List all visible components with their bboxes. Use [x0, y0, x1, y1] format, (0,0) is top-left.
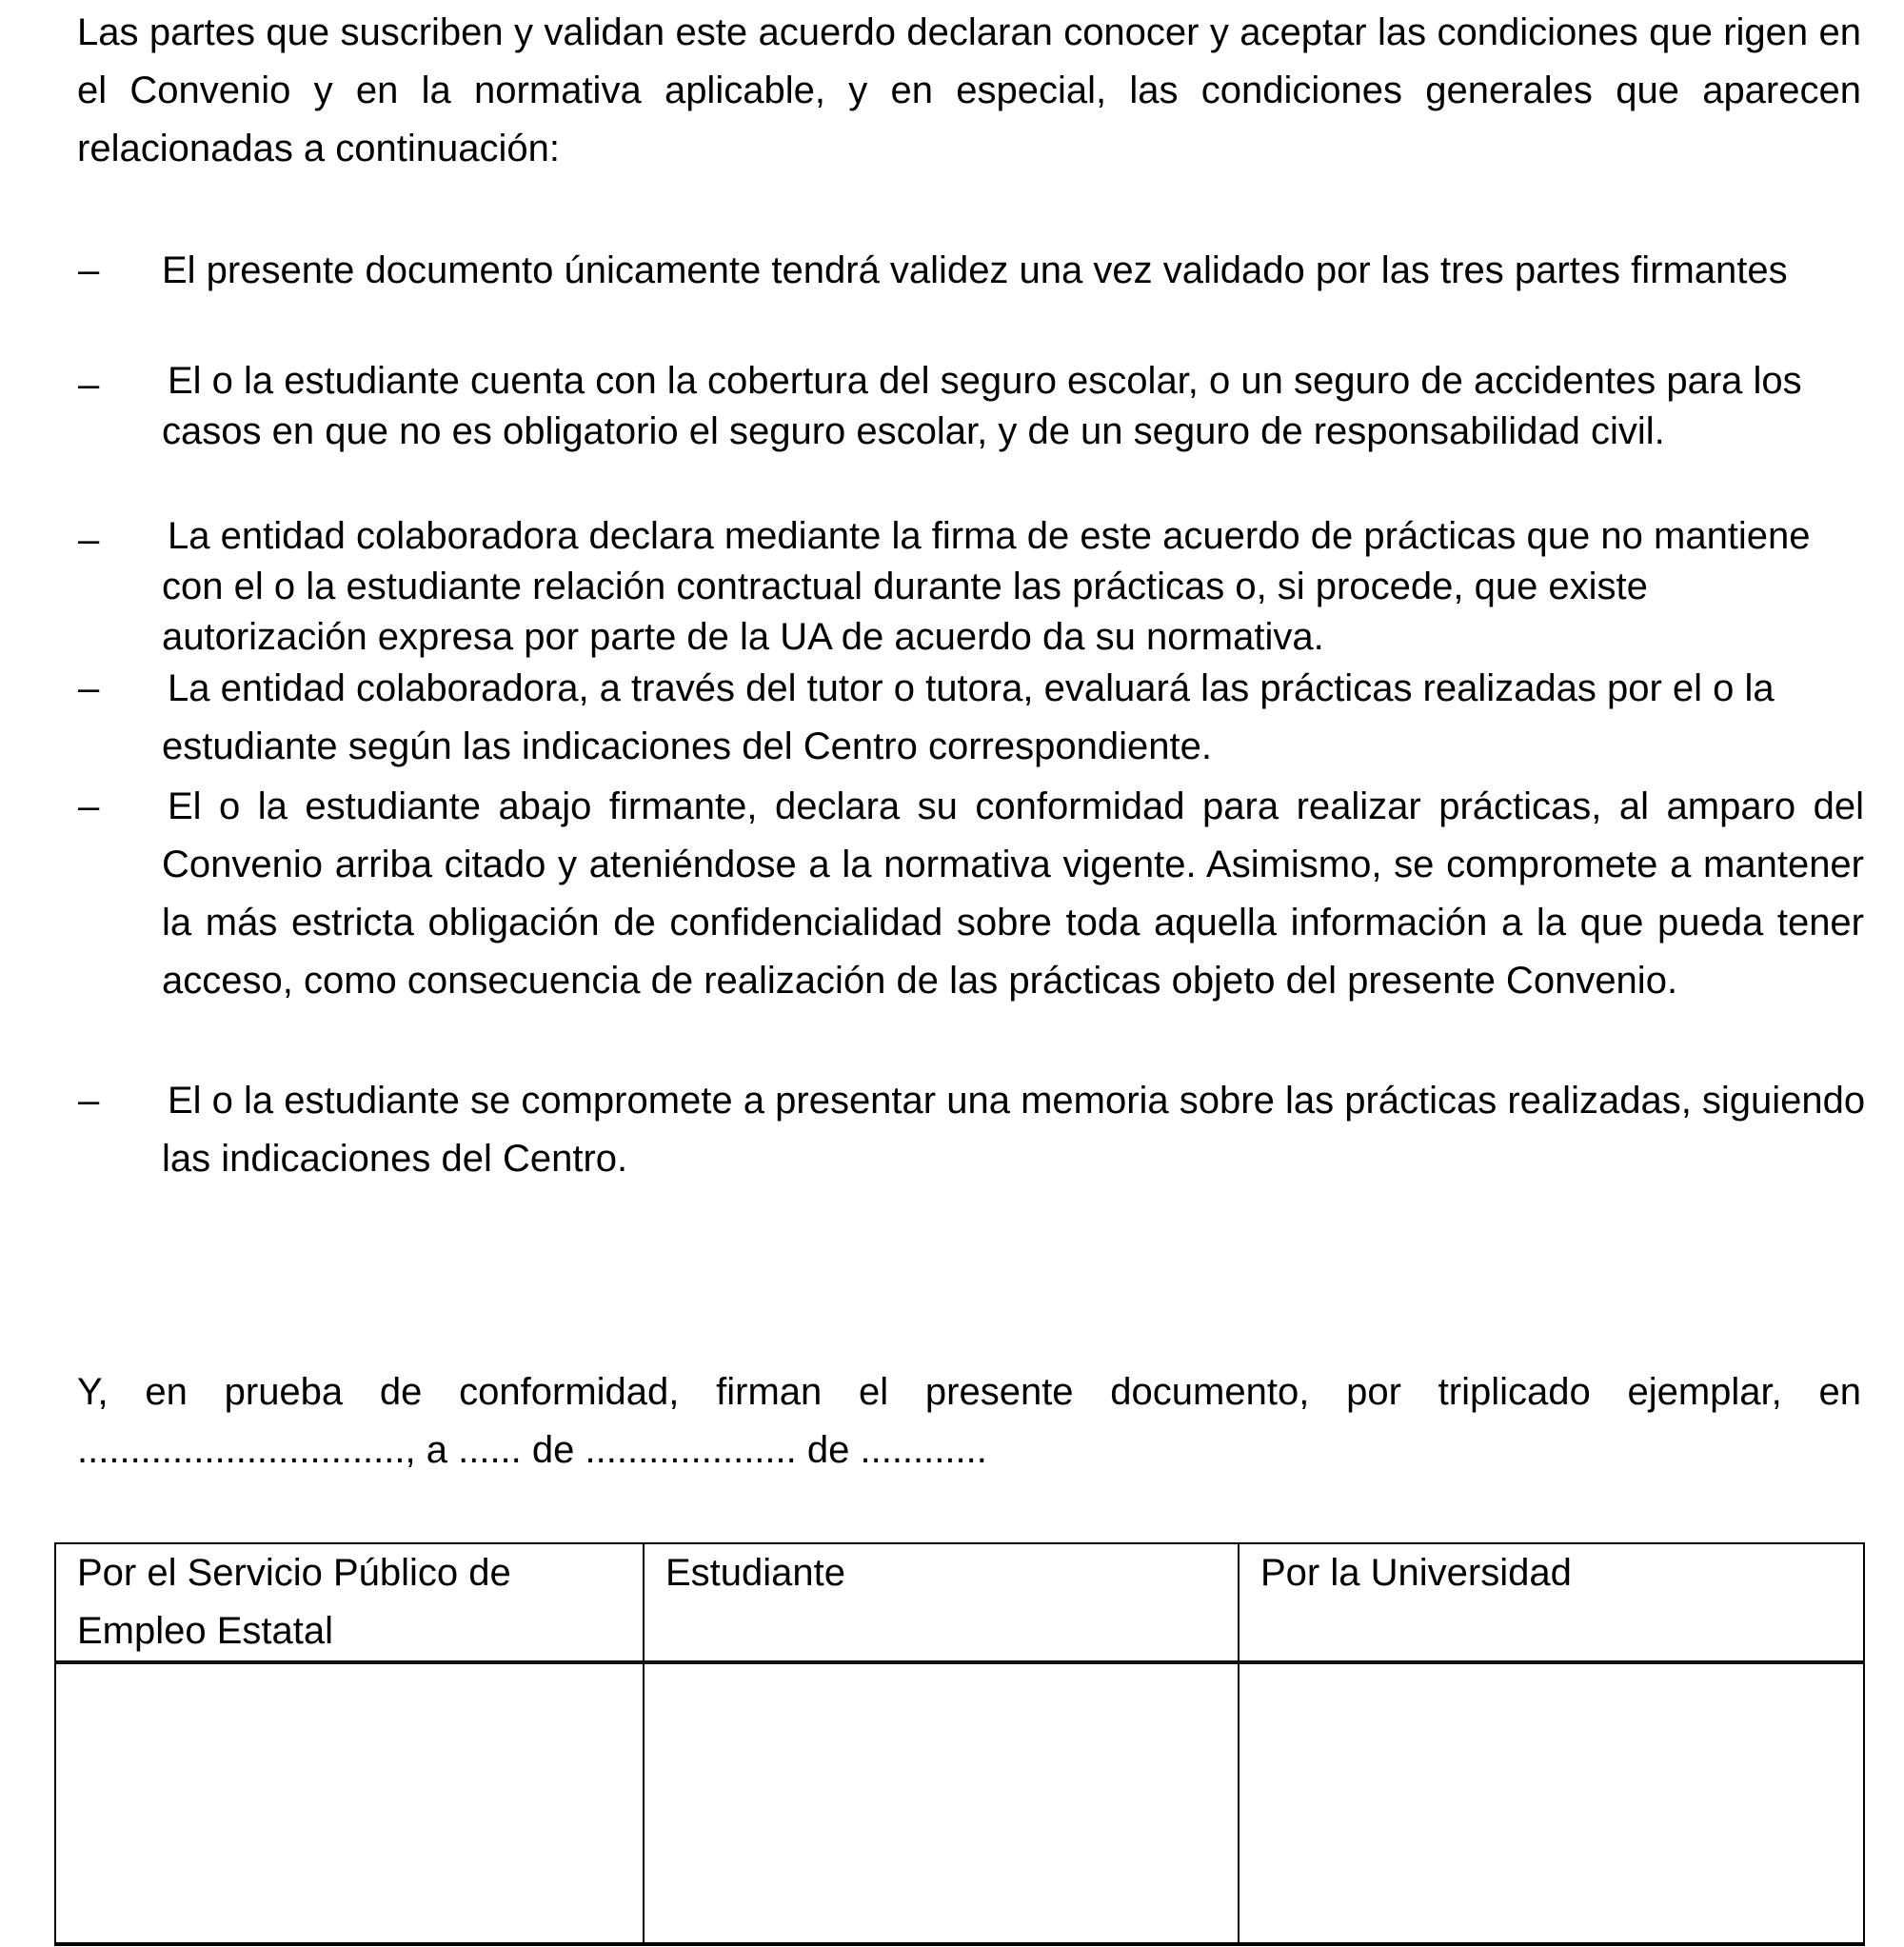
condition-text: La entidad colaboradora declara mediante la firma de este acuerdo de prácticas que no mantiene con el o la estudiante relación contractual durante las prácticas o, si procede, que existe autorización expresa por parte de la UA de acuerdo da su normativa. [162, 515, 1811, 658]
signature-table [54, 1542, 1865, 1946]
signature-cell-servicio-publico [55, 1662, 644, 1944]
header-label: Estudiante [665, 1552, 846, 1594]
intro-paragraph: Las partes que suscriben y validan este acuerdo declaran conocer y aceptar las condiciones que rigen en el Convenio y en la normativa aplicable, y en especial, las condiciones generales que aparecen relacionadas a continuación: [77, 11, 1861, 169]
dash-bullet-icon: – [78, 1080, 100, 1122]
condition-text: El o la estudiante cuenta con la cobertura del seguro escolar, o un seguro de accidentes para los casos en que no es obligatorio el seguro escolar, y de un seguro de responsabilidad civil. [162, 360, 1802, 452]
header-label: Por la Universidad [1260, 1552, 1572, 1594]
dash-bullet-icon: – [78, 667, 100, 709]
signature-cell-universidad [1239, 1662, 1864, 1944]
condition-text: La entidad colaboradora, a través del tutor o tutora, evaluará las prácticas realizadas por el o la estudiante según las indicaciones del Centro correspondiente. [162, 667, 1775, 767]
header-cell-universidad [1239, 1543, 1864, 1662]
condition-text: El o la estudiante se compromete a presentar una memoria sobre las prácticas realizadas, siguiendo las indicaciones del Centro. [162, 1080, 1866, 1180]
signature-cell-estudiante [644, 1662, 1239, 1944]
dash-bullet-icon: – [78, 364, 100, 406]
condition-text: El presente documento únicamente tendrá validez una vez validado por las tres partes firmantes [162, 249, 1788, 291]
signature-table-header-row [55, 1543, 1864, 1662]
dash-bullet-icon: – [78, 519, 100, 561]
closing-paragraph: Y, en prueba de conformidad, firman el presente documento, por triplicado ejemplar, en ..............................., a ...... de .................... de ............ [77, 1371, 1861, 1471]
dash-bullet-icon: – [78, 785, 100, 827]
header-cell-servicio-publico [55, 1543, 644, 1662]
signature-table-body-row [55, 1662, 1864, 1944]
header-cell-estudiante [644, 1543, 1239, 1662]
condition-text: El o la estudiante abajo firmante, declara su conformidad para realizar prácticas, al amparo del Convenio arriba citado y ateniéndose a la normativa vigente. Asimismo, se compromete a mantener la más estricta obligación de confidencialidad sobre toda aquella información a la que pueda tener acceso, como consecuencia de realización de las prácticas objeto del presente Convenio. [162, 785, 1864, 1002]
dash-bullet-icon: – [78, 249, 100, 291]
header-label: Por el Servicio Público de Empleo Estatal [77, 1552, 511, 1652]
